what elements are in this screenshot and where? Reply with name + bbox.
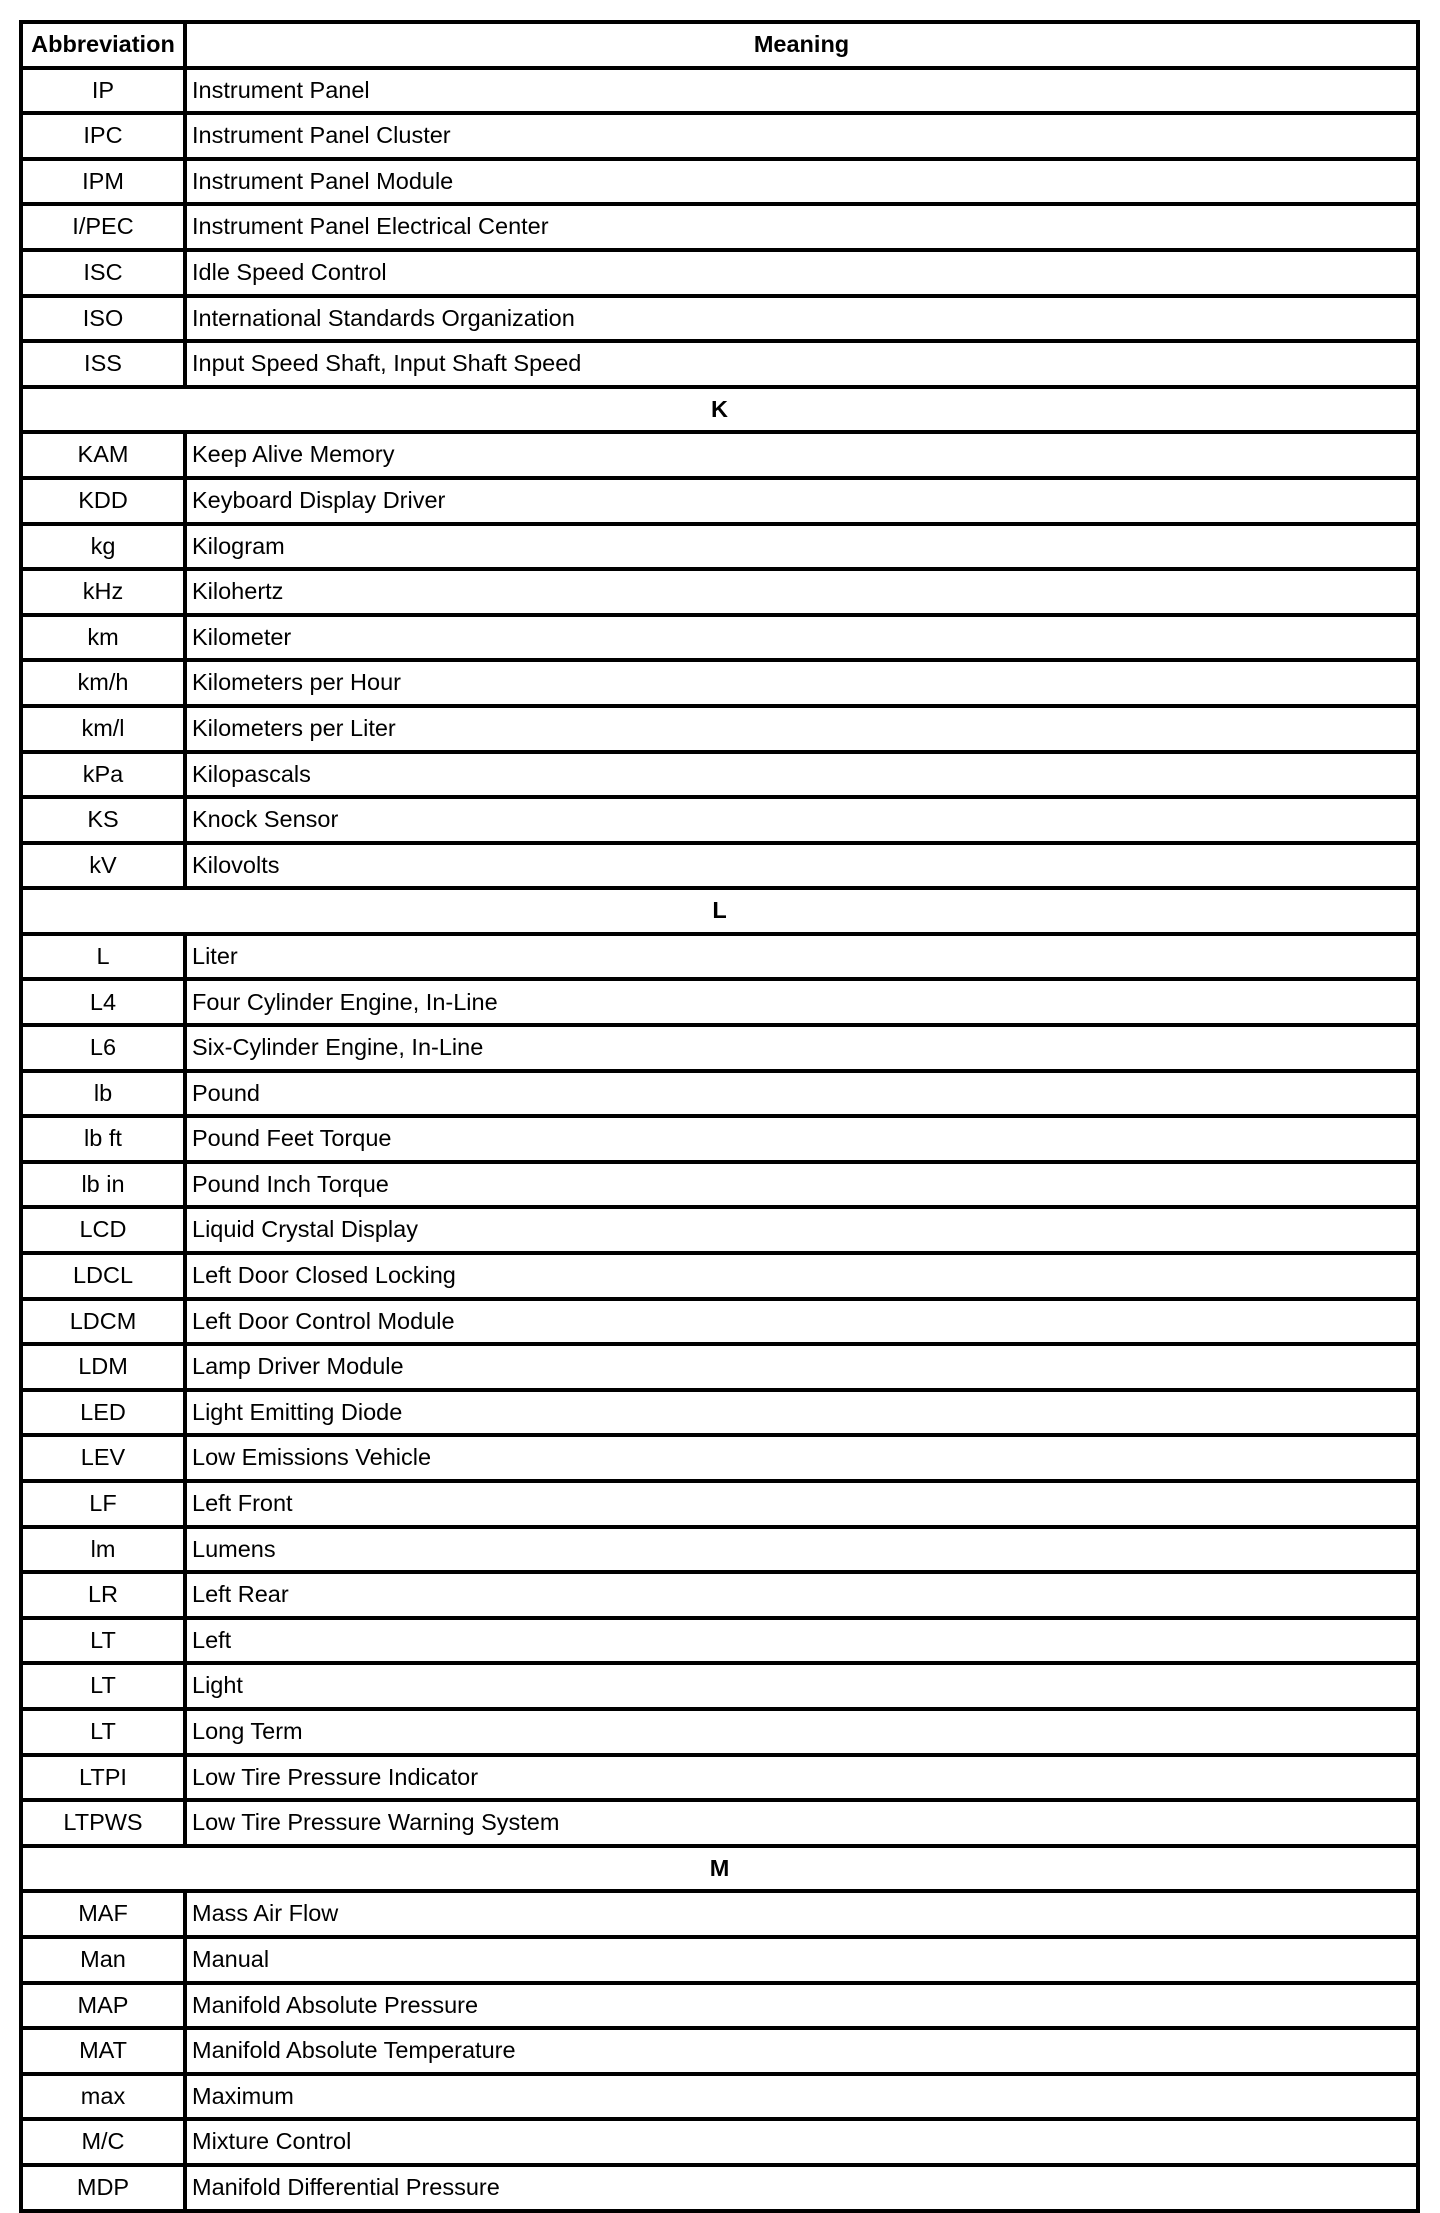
meaning-cell: Liter [185, 934, 1418, 980]
meaning-cell: Kilometer [185, 615, 1418, 661]
meaning-cell: Kilogram [185, 524, 1418, 570]
table-row [21, 296, 1418, 342]
abbreviation-cell: LF [21, 1481, 185, 1527]
table-row [21, 159, 1418, 205]
meaning-cell: Left Rear [185, 1572, 1418, 1618]
meaning-cell: Idle Speed Control [185, 250, 1418, 296]
abbreviation-cell: IPM [21, 159, 185, 205]
meaning-cell: Long Term [185, 1709, 1418, 1755]
table-row [21, 1390, 1418, 1436]
abbreviation-table [19, 20, 1420, 2213]
abbreviation-cell: MAP [21, 1983, 185, 2029]
meaning-cell: Keyboard Display Driver [185, 478, 1418, 524]
section-header-row [21, 1846, 1418, 1892]
abbreviation-cell: ISO [21, 296, 185, 342]
meaning-cell: Manifold Differential Pressure [185, 2165, 1418, 2211]
abbreviation-cell: LCD [21, 1207, 185, 1253]
table-row [21, 1983, 1418, 2029]
abbreviation-cell: M/C [21, 2119, 185, 2165]
abbreviation-cell: kHz [21, 569, 185, 615]
meaning-cell: Pound Inch Torque [185, 1162, 1418, 1208]
table-row [21, 1709, 1418, 1755]
abbreviation-cell: L [21, 934, 185, 980]
table-row [21, 1344, 1418, 1390]
meaning-cell: Six-Cylinder Engine, In-Line [185, 1025, 1418, 1071]
meaning-cell: Kilometers per Liter [185, 706, 1418, 752]
meaning-cell: Light Emitting Diode [185, 1390, 1418, 1436]
table-row [21, 524, 1418, 570]
meaning-cell: Instrument Panel Electrical Center [185, 204, 1418, 250]
meaning-cell: Liquid Crystal Display [185, 1207, 1418, 1253]
abbreviation-cell: KAM [21, 432, 185, 478]
abbreviation-cell: kPa [21, 752, 185, 798]
section-letter: K [21, 387, 1418, 433]
meaning-cell: Keep Alive Memory [185, 432, 1418, 478]
table-row [21, 1481, 1418, 1527]
abbreviation-cell: L6 [21, 1025, 185, 1071]
section-header-row [21, 888, 1418, 934]
table-row [21, 1572, 1418, 1618]
meaning-cell: Light [185, 1663, 1418, 1709]
abbreviation-cell: km [21, 615, 185, 661]
meaning-cell: Left Door Control Module [185, 1299, 1418, 1345]
abbreviation-cell: LDM [21, 1344, 185, 1390]
column-header-meaning: Meaning [185, 22, 1418, 68]
table-row [21, 706, 1418, 752]
meaning-cell: Kilovolts [185, 843, 1418, 889]
table-row [21, 752, 1418, 798]
meaning-cell: Manifold Absolute Temperature [185, 2028, 1418, 2074]
section-letter: L [21, 888, 1418, 934]
abbreviation-cell: L4 [21, 979, 185, 1025]
abbreviation-cell: KDD [21, 478, 185, 524]
abbreviation-cell: kV [21, 843, 185, 889]
table-row [21, 1207, 1418, 1253]
abbreviation-cell: km/l [21, 706, 185, 752]
meaning-cell: Manifold Absolute Pressure [185, 1983, 1418, 2029]
meaning-cell: Left Door Closed Locking [185, 1253, 1418, 1299]
meaning-cell: Kilopascals [185, 752, 1418, 798]
section-header-row [21, 387, 1418, 433]
abbreviation-cell: max [21, 2074, 185, 2120]
meaning-cell: Pound Feet Torque [185, 1116, 1418, 1162]
column-header-abbreviation: Abbreviation [21, 22, 185, 68]
abbreviation-cell: MAF [21, 1891, 185, 1937]
table-row [21, 660, 1418, 706]
table-row [21, 1162, 1418, 1208]
table-row [21, 979, 1418, 1025]
table-row [21, 432, 1418, 478]
meaning-cell: Lamp Driver Module [185, 1344, 1418, 1390]
meaning-cell: Pound [185, 1071, 1418, 1117]
abbreviation-cell: IP [21, 68, 185, 114]
meaning-cell: Low Tire Pressure Warning System [185, 1800, 1418, 1846]
table-row [21, 1800, 1418, 1846]
table-row [21, 1435, 1418, 1481]
meaning-cell: Instrument Panel Cluster [185, 113, 1418, 159]
table-row [21, 250, 1418, 296]
abbreviation-cell: LT [21, 1709, 185, 1755]
meaning-cell: Mass Air Flow [185, 1891, 1418, 1937]
table-body [21, 68, 1418, 2211]
abbreviation-cell: LEV [21, 1435, 185, 1481]
table-row [21, 1891, 1418, 1937]
abbreviation-cell: ISS [21, 341, 185, 387]
section-letter: M [21, 1846, 1418, 1892]
meaning-cell: Manual [185, 1937, 1418, 1983]
table-row [21, 1253, 1418, 1299]
abbreviation-cell: kg [21, 524, 185, 570]
abbreviation-cell: MDP [21, 2165, 185, 2211]
abbreviation-cell: LT [21, 1618, 185, 1664]
meaning-cell: Mixture Control [185, 2119, 1418, 2165]
table-row [21, 1663, 1418, 1709]
table-row [21, 797, 1418, 843]
table-row [21, 204, 1418, 250]
abbreviation-cell: Man [21, 1937, 185, 1983]
table-row [21, 1937, 1418, 1983]
abbreviation-cell: lm [21, 1527, 185, 1573]
meaning-cell: Kilometers per Hour [185, 660, 1418, 706]
table-row [21, 569, 1418, 615]
table-row [21, 1527, 1418, 1573]
abbreviation-cell: lb ft [21, 1116, 185, 1162]
table-row [21, 478, 1418, 524]
table-row [21, 1299, 1418, 1345]
table-row [21, 2119, 1418, 2165]
meaning-cell: Maximum [185, 2074, 1418, 2120]
meaning-cell: Left [185, 1618, 1418, 1664]
table-row [21, 934, 1418, 980]
abbreviation-cell: LR [21, 1572, 185, 1618]
abbreviation-cell: LED [21, 1390, 185, 1436]
table-row [21, 1116, 1418, 1162]
abbreviation-cell: I/PEC [21, 204, 185, 250]
abbreviation-cell: LDCM [21, 1299, 185, 1345]
table-header-row [21, 22, 1418, 68]
meaning-cell: Kilohertz [185, 569, 1418, 615]
table-row [21, 341, 1418, 387]
abbreviation-cell: lb in [21, 1162, 185, 1208]
table-row [21, 1071, 1418, 1117]
table-row [21, 1755, 1418, 1801]
abbreviation-cell: IPC [21, 113, 185, 159]
meaning-cell: Instrument Panel Module [185, 159, 1418, 205]
table-row [21, 113, 1418, 159]
table-row [21, 2074, 1418, 2120]
abbreviation-cell: ISC [21, 250, 185, 296]
meaning-cell: Instrument Panel [185, 68, 1418, 114]
abbreviation-cell: lb [21, 1071, 185, 1117]
meaning-cell: Lumens [185, 1527, 1418, 1573]
abbreviation-cell: LDCL [21, 1253, 185, 1299]
meaning-cell: Low Tire Pressure Indicator [185, 1755, 1418, 1801]
table-row [21, 1618, 1418, 1664]
table-row [21, 2028, 1418, 2074]
meaning-cell: Left Front [185, 1481, 1418, 1527]
meaning-cell: International Standards Organization [185, 296, 1418, 342]
abbreviation-cell: LTPI [21, 1755, 185, 1801]
meaning-cell: Knock Sensor [185, 797, 1418, 843]
table-row [21, 68, 1418, 114]
abbreviation-cell: KS [21, 797, 185, 843]
table-row [21, 1025, 1418, 1071]
table-row [21, 615, 1418, 661]
meaning-cell: Four Cylinder Engine, In-Line [185, 979, 1418, 1025]
abbreviation-cell: LTPWS [21, 1800, 185, 1846]
abbreviation-cell: LT [21, 1663, 185, 1709]
abbreviation-cell: km/h [21, 660, 185, 706]
meaning-cell: Input Speed Shaft, Input Shaft Speed [185, 341, 1418, 387]
table-row [21, 843, 1418, 889]
meaning-cell: Low Emissions Vehicle [185, 1435, 1418, 1481]
abbreviation-cell: MAT [21, 2028, 185, 2074]
table-row [21, 2165, 1418, 2211]
